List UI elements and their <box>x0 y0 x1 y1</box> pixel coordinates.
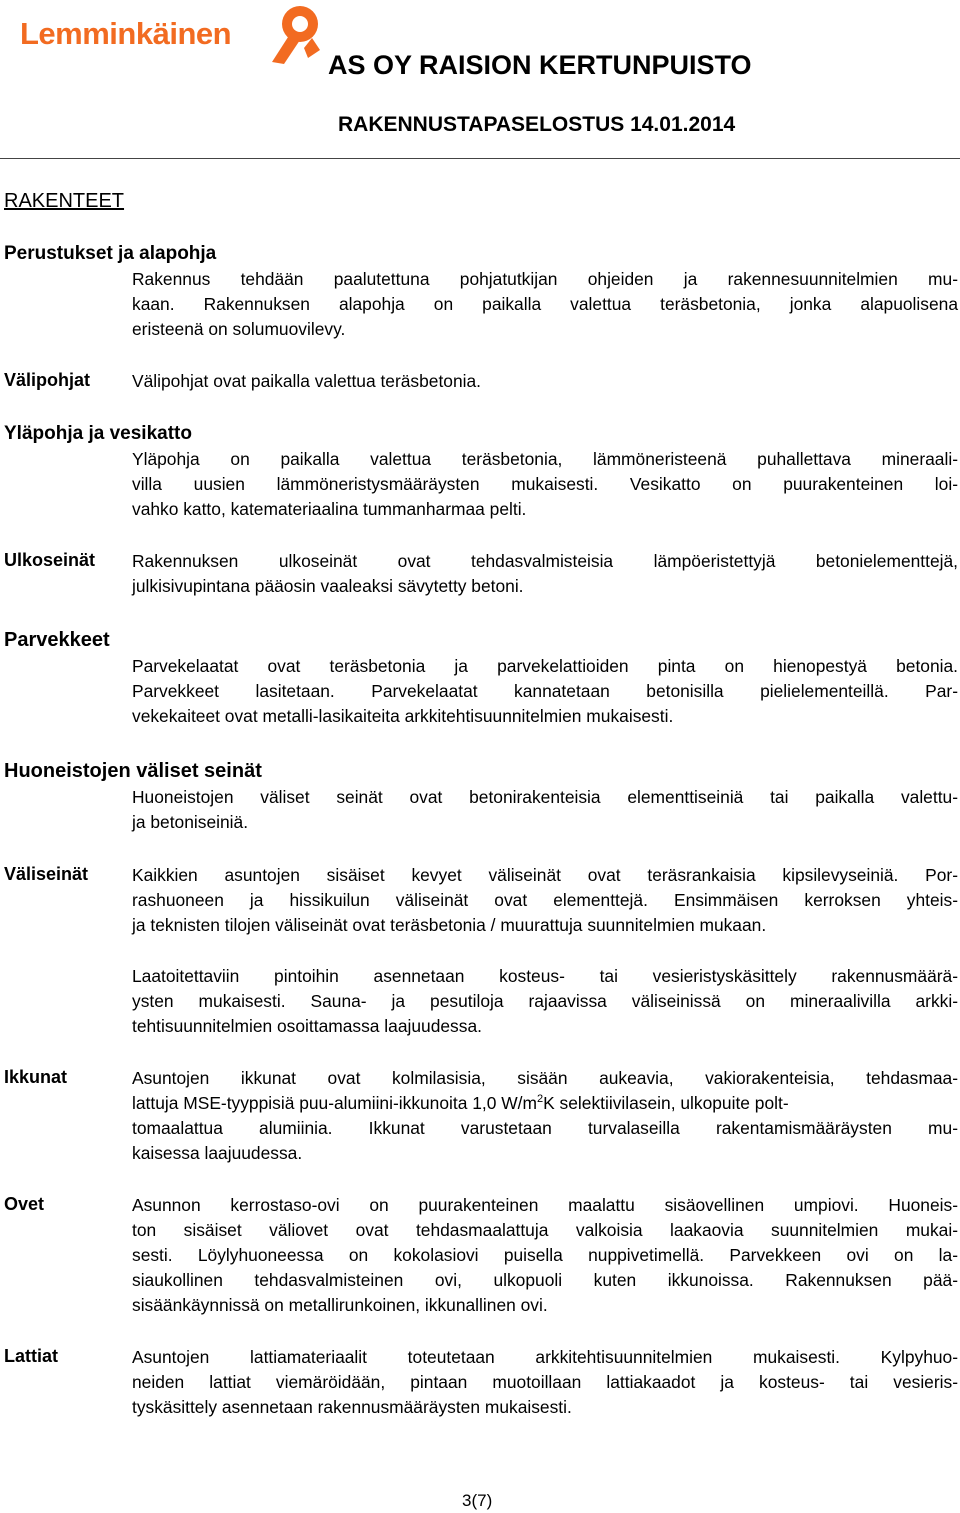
paragraph-perustukset <box>132 267 958 342</box>
paragraph-ovet <box>132 1193 958 1318</box>
header-divider <box>0 158 960 159</box>
page-number: 3(7) <box>462 1491 493 1510</box>
label-ikkunat: Ikkunat <box>4 1067 68 1087</box>
logo-text: Lemminkäinen <box>20 16 232 51</box>
heading-perustukset: Perustukset ja alapohja <box>4 243 217 264</box>
text-line <box>132 1091 958 1116</box>
text-line: tehtisuunnitelmien osoittamassa laajuudessa. <box>132 1016 482 1036</box>
label-valipohjat: Välipohjat <box>4 370 91 390</box>
text-line: Laatoitettaviin pintoihin asennetaan kosteus- tai vesieristyskäsittely rakennusmäärä- <box>132 966 958 986</box>
paragraph-huoneistojen <box>132 785 958 835</box>
text-part: lattuja MSE-tyyppisiä puu-alumiini-ikkunoita 1,0 W/m <box>132 1093 537 1113</box>
paragraph-valiseinat <box>132 863 958 938</box>
text-line: Kaikkien asuntojen sisäiset kevyet väliseinät ovat teräsrankaisia kipsilevyseiniä. Por- <box>132 865 958 885</box>
document-subtitle: RAKENNUSTAPASELOSTUS 14.01.2014 <box>338 113 736 136</box>
paragraph-valipohjat <box>132 369 958 394</box>
text-part: K selektiivilasein, ulkopuite polt- <box>543 1093 789 1113</box>
text-line: kaan. Rakennuksen alapohja on paikalla valettua teräsbetonia, jonka alapuolisena <box>132 294 958 314</box>
heading-huoneistojen: Huoneistojen väliset seinät <box>4 760 262 782</box>
text-line: Rakennus tehdään paalutettuna pohjatutkijan ohjeiden ja rakennesuunnitelmien mu- <box>132 269 958 289</box>
logo-mark-icon <box>260 4 322 66</box>
text-line: vekekaiteet ovat metalli-lasikaiteita arkkitehtisuunnitelmien mukaisesti. <box>132 706 674 726</box>
text-line: Asuntojen ikkunat ovat kolmilasisia, sisään aukeavia, vakiorakenteisia, tehdasmaa- <box>132 1068 958 1088</box>
text-line: Parvekelaatat ovat teräsbetonia ja parvekelattioiden pinta on hienopestyä betonia. <box>132 656 958 676</box>
text-segment <box>132 1091 789 1116</box>
text-line: eristeenä on solumuovilevy. <box>132 319 346 339</box>
text-line: Huoneistojen väliset seinät ovat betonirakenteisia elementtiseiniä tai paikalla valettu- <box>132 787 958 807</box>
text-line: julkisivupintana pääosin vaaleaksi sävytetty betoni. <box>132 576 524 596</box>
heading-ylapohja: Yläpohja ja vesikatto <box>4 423 192 444</box>
paragraph-lattiat <box>132 1345 958 1420</box>
text-line: tyskäsittely asennetaan rakennusmääräysten mukaisesti. <box>132 1397 572 1417</box>
paragraph-valiseinat-2 <box>132 964 958 1039</box>
text-line: rashuoneen ja hissikuilun väliseinät ovat elementtejä. Ensimmäisen kerroksen yhteis- <box>132 890 958 910</box>
label-ulkoseinat: Ulkoseinät <box>4 550 96 570</box>
text-line: vahko katto, katemateriaalina tummanharmaa pelti. <box>132 499 527 519</box>
text-line: ton sisäiset väliovet ovat tehdasmaalattuja valkoisia laakaovia suunnitelmien mukai- <box>132 1220 958 1240</box>
text-line: ja betoniseiniä. <box>132 812 249 832</box>
paragraph-ikkunat <box>132 1066 958 1166</box>
company-logo <box>20 4 320 66</box>
label-ovet: Ovet <box>4 1194 45 1214</box>
label-valiseinat: Väliseinät <box>4 864 89 884</box>
text-line: Parvekkeet lasitetaan. Parvekelaatat kannatetaan betonisilla pielielementeillä. Par- <box>132 681 958 701</box>
text-line: ja teknisten tilojen väliseinät ovat teräsbetonia / muurattuja suunnitelmien mukaan. <box>132 915 767 935</box>
text-line: villa uusien lämmöneristysmääräysten mukaisesti. Vesikatto on puurakenteinen loi- <box>132 474 958 494</box>
text-line: sisäänkäynnissä on metallirunkoinen, ikkunallinen ovi. <box>132 1295 548 1315</box>
text-line: tomaalattua alumiinia. Ikkunat varustetaan turvalaseilla rakentamismääräysten mu- <box>132 1118 958 1138</box>
text-line: Rakennuksen ulkoseinät ovat tehdasvalmisteisia lämpöeristettyjä betonielementtejä, <box>132 551 958 571</box>
text-line: Välipohjat ovat paikalla valettua teräsbetonia. <box>132 371 482 391</box>
text-line: sesti. Löylyhuoneessa on kokolasiovi puisella nuppivetimellä. Parvekkeen ovi on la- <box>132 1245 958 1265</box>
text-line: Yläpohja on paikalla valettua teräsbetonia, lämmöneristeenä puhallettava mineraali- <box>132 449 958 469</box>
paragraph-ulkoseinat <box>132 549 958 599</box>
section-title: RAKENTEET <box>4 190 125 212</box>
heading-parvekkeet: Parvekkeet <box>4 629 110 651</box>
text-line: neiden lattiat viemäröidään, pintaan muotoillaan lattiakaadot ja kosteus- tai vesieris- <box>132 1372 958 1392</box>
paragraph-ylapohja <box>132 447 958 522</box>
text-line: kaisessa laajuudessa. <box>132 1143 303 1163</box>
superscript: 2 <box>536 1093 544 1106</box>
text-line: Asuntojen lattiamateriaalit toteutetaan arkkitehtisuunnitelmien mukaisesti. Kylpyhuo- <box>132 1347 958 1367</box>
document-title: AS OY RAISION KERTUNPUISTO <box>328 50 752 80</box>
paragraph-parvekkeet <box>132 654 958 729</box>
label-lattiat: Lattiat <box>4 1346 58 1366</box>
text-line: Asunnon kerrostaso-ovi on puurakenteinen maalattu sisäovellinen umpiovi. Huoneis- <box>132 1195 958 1215</box>
text-line: siaukollinen tehdasvalmisteinen ovi, ulkopuoli kuten ikkunoissa. Rakennuksen pää- <box>132 1270 958 1290</box>
text-line: ysten mukaisesti. Sauna- ja pesutiloja rajaavissa väliseinissä on mineraalivilla arkki- <box>132 991 958 1011</box>
